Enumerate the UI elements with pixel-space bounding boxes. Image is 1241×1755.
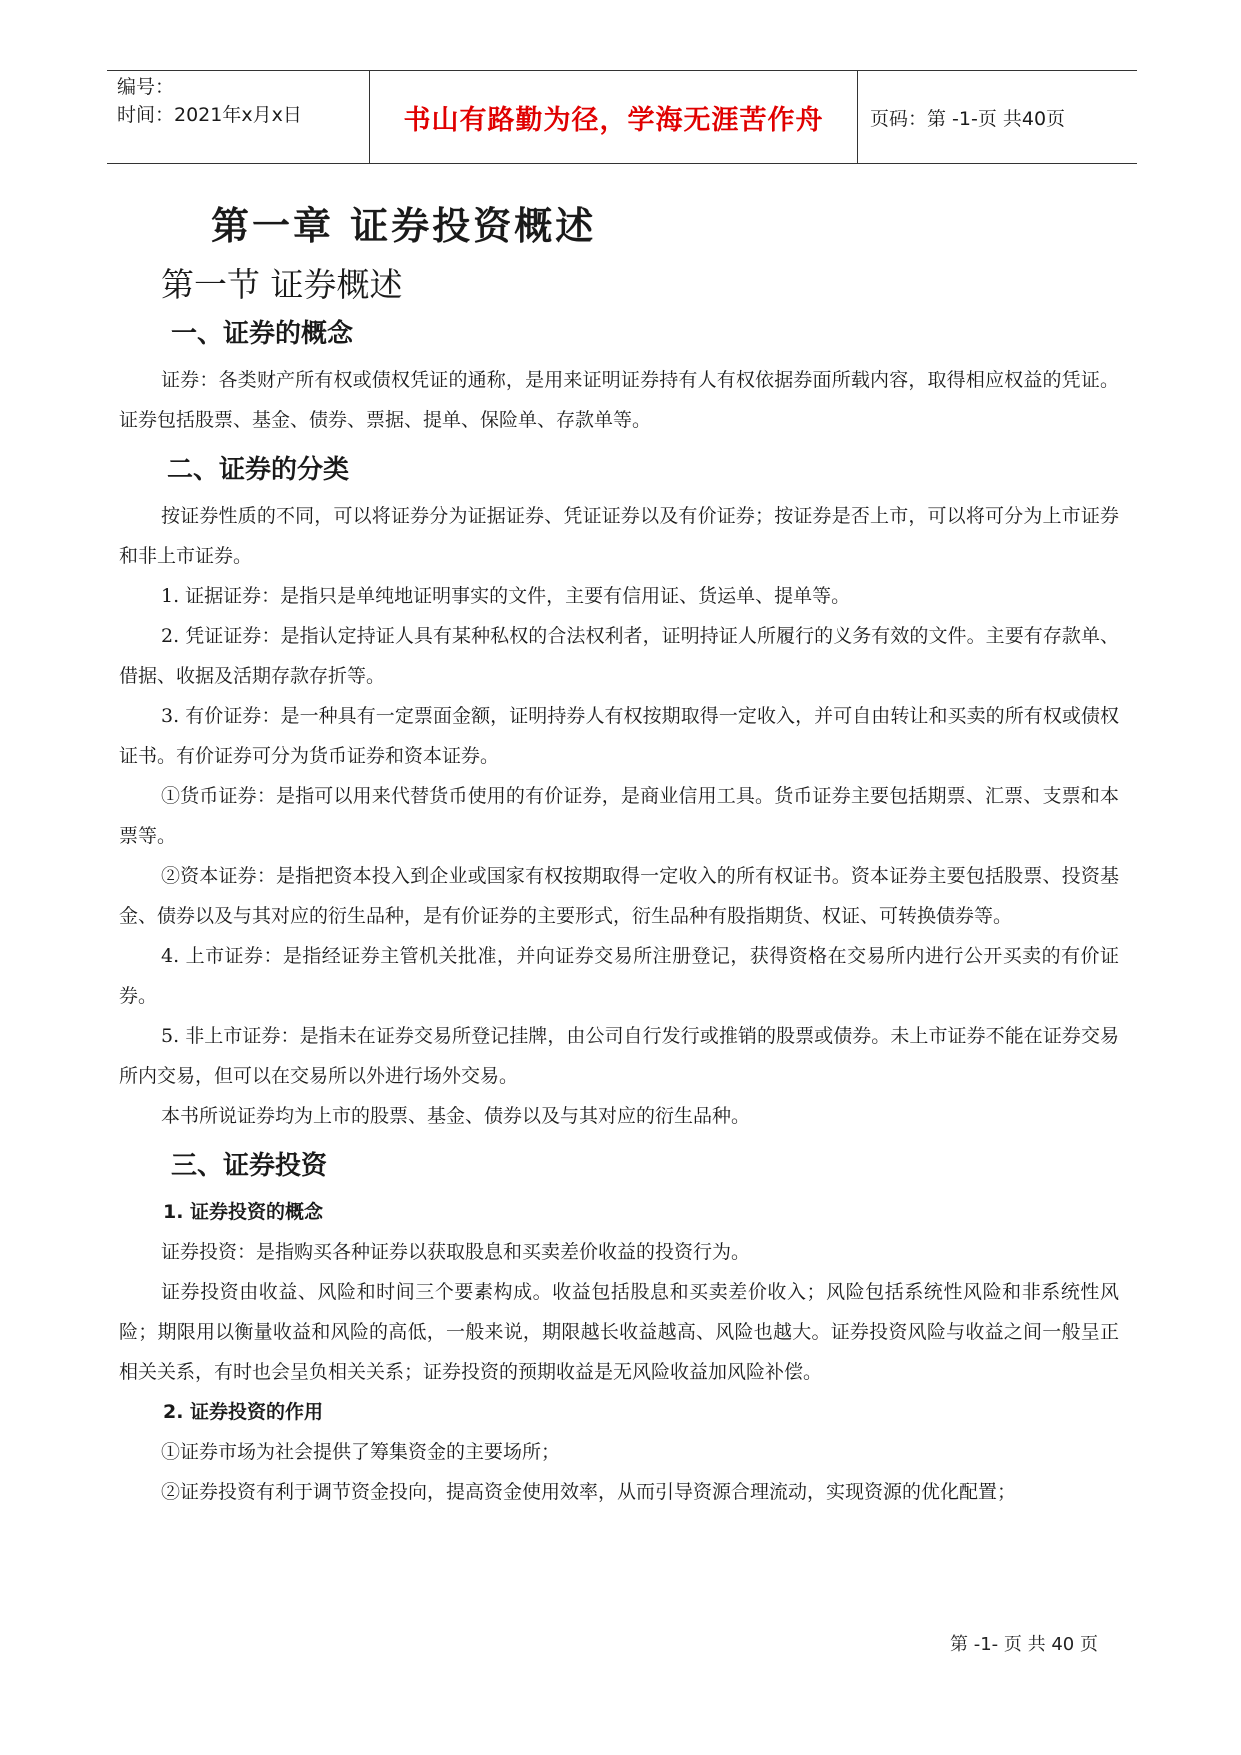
paragraph: 1. 证据证券：是指只是单纯地证明事实的文件，主要有信用证、货运单、提单等。 — [161, 585, 851, 607]
paragraph: 证券投资由收益、风险和时间三个要素构成。收益包括股息和买卖差价收入；风险包括系统性风险和非系统性风险；期限用以衡量收益和风险的高低，一般来说，期限越长收益越高、风险也越大。证券投资风险与收益之间一般呈正相关关系，有时也会呈负相关关系；证券投资的预期收益是无风险收益加风险补偿。 — [119, 1281, 1119, 1383]
page-footer: 第 -1- 页 共 40 页 — [950, 1634, 1098, 1655]
subheading-role: 2. 证券投资的作用 — [163, 1401, 324, 1423]
page-header — [107, 70, 1137, 164]
paragraph: ①证券市场为社会提供了筹集资金的主要场所； — [161, 1441, 561, 1463]
heading-investment: 三、证券投资 — [171, 1151, 328, 1181]
time-label: 时间：2021年x月x日 — [117, 104, 302, 126]
header-motto: 书山有路勤为径，学海无涯苦作舟 — [403, 104, 824, 136]
paragraph: 5. 非上市证券：是指未在证券交易所登记挂牌，由公司自行发行或推销的股票或债券。未上市证券不能在证券交易所内交易，但可以在交易所以外进行场外交易。 — [119, 1025, 1119, 1087]
paragraph: 3. 有价证券：是一种具有一定票面金额，证明持券人有权按期取得一定收入，并可自由转让和买卖的所有权或债权证书。有价证券可分为货币证券和资本证券。 — [119, 705, 1119, 767]
paragraph: ①货币证券：是指可以用来代替货币使用的有价证券，是商业信用工具。货币证券主要包括期票、汇票、支票和本票等。 — [119, 785, 1119, 847]
section-title: 第一节 证券概述 — [161, 265, 403, 304]
paragraph: 证券：各类财产所有权或债权凭证的通称，是用来证明证券持有人有权依据券面所载内容，取得相应权益的凭证。证券包括股票、基金、债券、票据、提单、保险单、存款单等。 — [119, 369, 1119, 431]
header-meta — [107, 71, 369, 163]
document-body — [119, 192, 1119, 1512]
header-page-label: 页码：第 -1-页 共40页 — [870, 107, 1066, 130]
paragraph: 本书所说证券均为上市的股票、基金、债券以及与其对应的衍生品种。 — [161, 1105, 751, 1127]
subheading-concept: 1. 证券投资的概念 — [163, 1201, 324, 1223]
heading-classification: 二、证券的分类 — [167, 455, 350, 485]
header-page-cell — [858, 71, 1137, 163]
paragraph: 2. 凭证证券：是指认定持证人具有某种私权的合法权利者，证明持证人所履行的义务有效的文件。主要有存款单、借据、收据及活期存款存折等。 — [119, 625, 1119, 687]
number-label: 编号： — [117, 76, 175, 98]
chapter-title: 第一章 证券投资概述 — [211, 204, 597, 248]
paragraph: ②证券投资有利于调节资金投向，提高资金使用效率，从而引导资源合理流动，实现资源的优化配置； — [161, 1481, 1017, 1503]
header-motto-cell — [369, 71, 858, 163]
heading-concept: 一、证券的概念 — [171, 319, 354, 349]
paragraph: 按证券性质的不同，可以将证券分为证据证券、凭证证券以及有价证券；按证券是否上市，可以将可分为上市证券和非上市证券。 — [119, 505, 1119, 567]
paragraph: ②资本证券：是指把资本投入到企业或国家有权按期取得一定收入的所有权证书。资本证券主要包括股票、投资基金、债券以及与其对应的衍生品种，是有价证券的主要形式，衍生品种有股指期货、权证、可转换债券等。 — [119, 865, 1119, 927]
paragraph: 证券投资：是指购买各种证券以获取股息和买卖差价收益的投资行为。 — [161, 1241, 751, 1263]
paragraph: 4. 上市证券：是指经证券主管机关批准，并向证券交易所注册登记，获得资格在交易所内进行公开买卖的有价证券。 — [119, 945, 1119, 1007]
